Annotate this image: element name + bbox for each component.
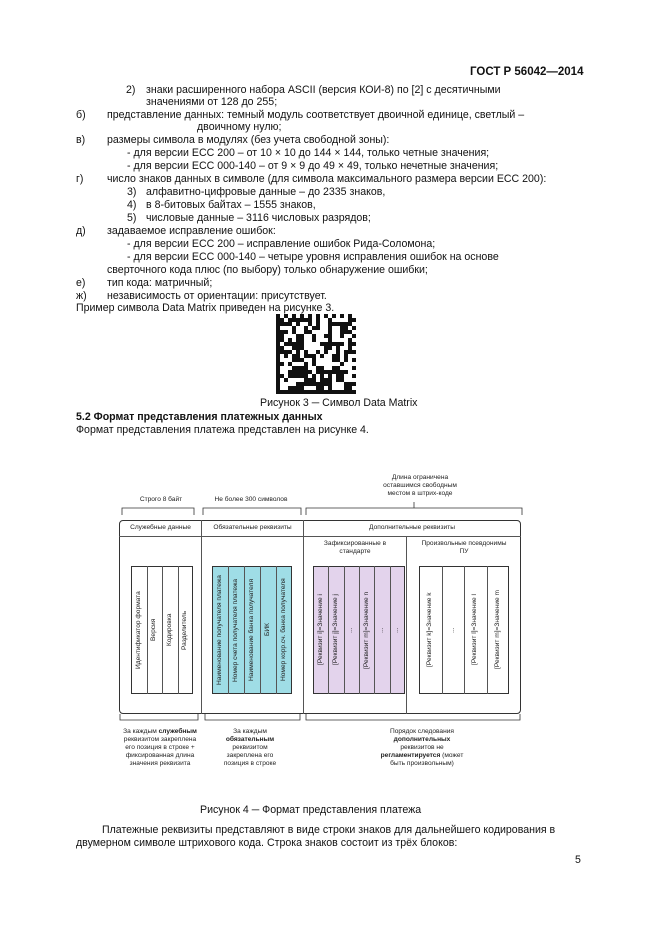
figure3-caption: Рисунок 3 ─ Символ Data Matrix	[260, 397, 418, 409]
paragraph-line: Платежные реквизиты представляют в виде строки знаков для дальнейшего кодирования в	[102, 824, 556, 836]
column-divider	[276, 566, 277, 694]
list-marker: 2)	[126, 84, 136, 96]
column-label: Кодировка	[165, 613, 173, 647]
divider	[406, 536, 407, 714]
block-service-title: Служебные данные	[130, 524, 191, 531]
list-marker: 5)	[127, 212, 137, 224]
divider	[119, 536, 521, 537]
figure4-caption: Рисунок 4 ─ Формат представления платежа	[200, 804, 422, 816]
column-divider	[147, 566, 148, 694]
paragraph-line: двумерном символе штрихового кода. Строка знаков состоит из трёх блоков:	[76, 837, 458, 849]
list-line: представление данных: темный модуль соответствует двоичной единице, светлый –	[107, 109, 525, 121]
document-id: ГОСТ Р 56042—2014	[470, 66, 584, 78]
list-line: знаки расширенного набора ASCII (версия КОИ-8) по [2] с десятичными	[146, 84, 501, 96]
sub-pseudo-title: Произвольные псевдонимы ПУ	[421, 540, 507, 555]
list-line: - для версии ECC 000-140 – четыре уровня исправления ошибок на основе	[127, 251, 499, 263]
list-line: число знаков данных в символе (для символа максимального размера версии ECC 200):	[107, 173, 547, 185]
list-line: размеры символа в модулях (без учета свободной зоны):	[107, 134, 390, 146]
column-divider	[344, 566, 345, 694]
column-label: [Реквизит k]=Значение k	[426, 592, 434, 668]
column-label: БИК	[264, 623, 271, 637]
column-label: ...	[393, 627, 401, 633]
ne-bolee-label: Не более 300 символов	[214, 496, 288, 503]
column-divider	[162, 566, 163, 694]
column-label: ...	[347, 627, 355, 633]
list-line: - для версии ECC 200 – от 10 × 10 до 144 × 144, только четные значения;	[127, 147, 490, 159]
column-divider	[260, 566, 261, 694]
column-divider	[442, 566, 443, 694]
column-divider	[464, 566, 465, 694]
example-line: Пример символа Data Matrix приведен на рисунке 3.	[76, 302, 335, 314]
list-marker: в)	[76, 134, 86, 146]
list-line: значениями от 128 до 255;	[146, 96, 278, 108]
length-note: Длина ограничена оставшимся свободным местом в штрих-коде	[383, 474, 457, 497]
column-label: Версия	[150, 618, 158, 642]
list-line: - для версии ECC 000-140 – от 9 × 9 до 49 × 49, только нечетные значения;	[127, 160, 499, 172]
column-divider	[487, 566, 488, 694]
list-line: сверточного кода плюс (по выбору) только обнаружение ошибки;	[107, 264, 428, 276]
list-line: в 8-битовых байтах – 1555 знаков,	[146, 199, 316, 211]
column-label: Идентификатор формата	[134, 591, 142, 669]
sub-fixed-title: Зафиксированные в стандарте	[323, 540, 387, 555]
block-additional-title: Дополнительные реквизиты	[369, 524, 455, 531]
column-label: ...	[448, 627, 456, 633]
column-label: [Реквизит l]=Значение l	[471, 594, 479, 666]
strogo-label: Строго 8 байт	[139, 496, 183, 503]
column-divider	[390, 566, 391, 694]
list-line: числовые данные – 3116 числовых разрядов;	[146, 212, 371, 224]
list-marker: е)	[76, 277, 86, 289]
column-divider	[328, 566, 329, 694]
column-label: Наименование банка получателя	[248, 579, 255, 682]
column-divider	[359, 566, 360, 694]
column-label: Разделитель	[181, 610, 189, 650]
column-label: Наименование получателя платежа	[216, 575, 223, 685]
list-line: алфавитно-цифровые данные – до 2335 знаков,	[146, 186, 386, 198]
section-title: 5.2 Формат представления платежных данных	[76, 411, 323, 423]
column-label: Номер корр.сч. банка получателя	[280, 578, 287, 682]
section-intro: Формат представления платежа представлен на рисунке 4.	[76, 424, 369, 436]
note-additional: Порядок следования дополнительных реквизитов не регламентируется (может быть произвольным)	[380, 728, 464, 767]
column-label: [Реквизит j]=Значение j	[332, 594, 339, 666]
divider	[201, 520, 202, 714]
column-divider	[228, 566, 229, 694]
column-label: [Реквизит m]=Значение m	[493, 590, 501, 670]
column-divider	[244, 566, 245, 694]
list-marker: б)	[76, 109, 86, 121]
column-label: [Реквизит i]=Значение i	[316, 594, 324, 666]
data-matrix-symbol	[276, 314, 356, 394]
list-line: тип кода: матричный;	[107, 277, 213, 289]
column-label: ...	[378, 627, 385, 633]
note-service: За каждым служебным реквизитом закреплена его позиция в строке + фиксированная длина значения реквизита	[123, 728, 197, 767]
note-mandatory: За каждым обязательным реквизитом закреплена его позиция в строке	[223, 728, 277, 767]
column-label: [Реквизит m]=Значение n	[362, 591, 370, 669]
page-number: 5	[575, 854, 581, 866]
list-line: - для версии ECC 200 – исправление ошибок Рида-Соломона;	[127, 238, 436, 250]
list-marker: 3)	[127, 186, 137, 198]
column-label: Номер счета получателя платежа	[232, 578, 239, 682]
list-marker: ж)	[76, 290, 87, 302]
list-line: задаваемое исправление ошибок:	[107, 225, 276, 237]
block-mandatory-title: Обязательные реквизиты	[213, 524, 292, 531]
column-divider	[374, 566, 375, 694]
column-divider	[178, 566, 179, 694]
list-line: двоичному нулю;	[197, 121, 282, 133]
list-marker: д)	[76, 225, 86, 237]
list-marker: г)	[76, 173, 84, 185]
list-marker: 4)	[127, 199, 137, 211]
list-line: независимость от ориентации: присутствует.	[107, 290, 327, 302]
